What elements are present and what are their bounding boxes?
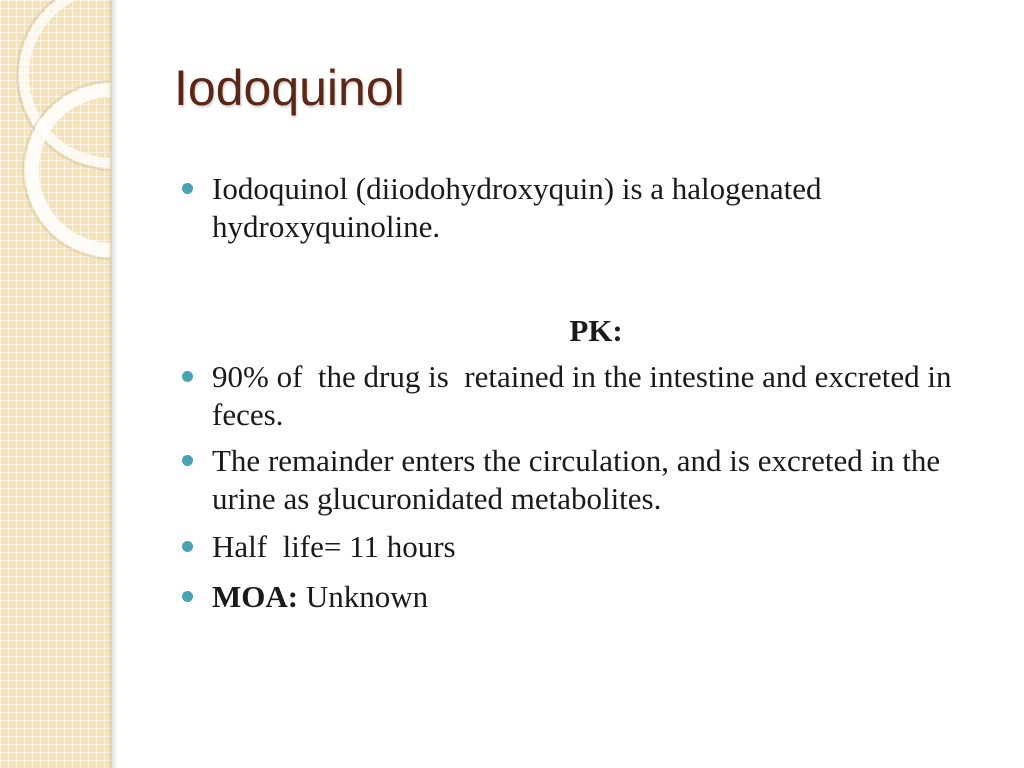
bullet-item-moa [180,578,980,616]
bullet-item-half-life [180,528,980,566]
bullet-item-retention [180,358,980,434]
slide-title: Iodoquinol [174,60,405,116]
slide-content [180,170,980,616]
section-heading-pk: PK: [569,313,623,348]
bullet-dot-icon [182,591,193,602]
sidebar-shadow [112,0,118,768]
bullet-item-remainder [180,442,980,518]
bullet-item-definition [180,170,980,246]
decorative-sidebar [0,0,112,768]
bullet-dot-icon [182,183,193,194]
bullet-text: Iodoquinol (diiodohydroxyquin) is a halogenated hydroxyquinoline. [212,171,822,244]
moa-value: Unknown [298,579,429,614]
bullet-text: Half life= 11 hours [212,529,456,564]
moa-label: MOA: [212,579,299,614]
bullet-text: 90% of the drug is retained in the intestine and excreted in feces. [212,359,960,432]
bullet-dot-icon [182,455,193,466]
bullet-text: The remainder enters the circulation, and is excreted in the urine as glucuronidated metabolites. [212,443,941,516]
bullet-dot-icon [182,371,193,382]
decorative-rings [0,0,112,300]
bullet-dot-icon [182,541,193,552]
